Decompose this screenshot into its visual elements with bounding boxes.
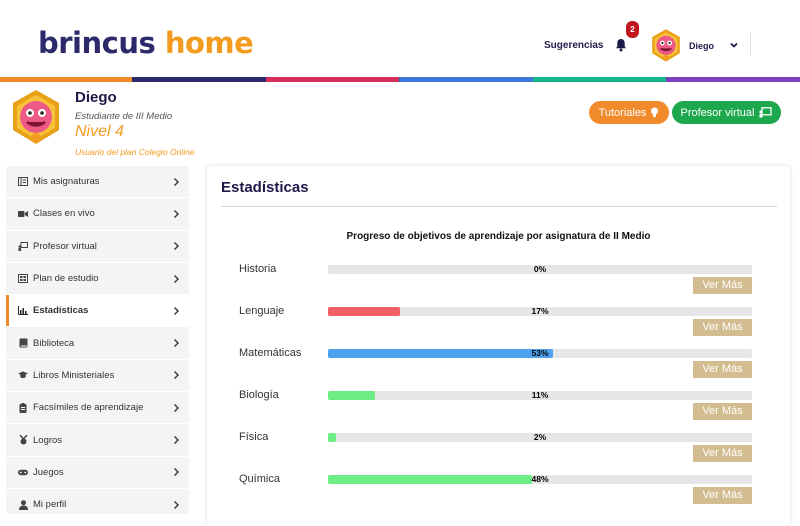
profile-avatar-icon (6, 88, 66, 148)
progress-track (328, 349, 752, 358)
tutorials-button[interactable] (589, 101, 669, 124)
stripe-purple (666, 77, 800, 82)
sidebar-item-estadísticas[interactable] (6, 295, 189, 327)
sidebar-item-clases-en-vivo[interactable] (6, 198, 189, 230)
subject-row (207, 389, 790, 431)
sidebar-item-label: Libros Ministeriales (33, 369, 115, 381)
stripe-navy (132, 77, 266, 82)
clipboard-icon (18, 403, 28, 413)
sidebar-item-label: Juegos (33, 466, 64, 478)
progress-percent: 17% (531, 306, 549, 316)
teacher-board-icon (18, 241, 28, 251)
user-icon (18, 500, 28, 510)
logo-home: home (164, 26, 254, 60)
ver-mas-button[interactable]: Ver Más (693, 403, 752, 420)
subject-row (207, 347, 790, 389)
book-icon (18, 338, 28, 348)
chevron-right-icon (173, 436, 180, 445)
chevron-down-icon[interactable] (729, 40, 739, 50)
chevron-right-icon (173, 500, 180, 509)
progress-track (328, 265, 752, 274)
sidebar-item-label: Profesor virtual (33, 240, 97, 252)
chevron-right-icon (173, 306, 180, 315)
subject-label: Biología (239, 389, 279, 401)
virtual-teacher-label: Profesor virtual (680, 106, 755, 119)
statistics-card (207, 166, 790, 526)
color-stripe (0, 77, 800, 82)
subject-row (207, 431, 790, 473)
chevron-right-icon (173, 209, 180, 218)
sidebar-item-mis-asignaturas[interactable] (6, 166, 189, 198)
tutorials-label: Tutoriales (598, 106, 647, 119)
notification-count-badge: 2 (626, 21, 639, 38)
chevron-right-icon (173, 242, 180, 251)
bar-chart-icon (18, 306, 28, 316)
calendar-grid-icon (18, 274, 28, 284)
subject-label: Física (239, 431, 269, 443)
app-header (0, 0, 800, 77)
sidebar-item-biblioteca[interactable] (6, 327, 189, 359)
sidebar-item-label: Mi perfil (33, 499, 67, 511)
progress-percent: 48% (531, 474, 549, 484)
sidebar-item-logros[interactable] (6, 424, 189, 456)
sidebar-item-facsímiles-de-aprendizaje[interactable] (6, 392, 189, 424)
chevron-right-icon (173, 339, 180, 348)
gamepad-icon (18, 467, 28, 477)
progress-percent: 0% (533, 264, 547, 274)
book-list-icon (18, 177, 28, 187)
graduation-cap-icon (18, 370, 28, 380)
sidebar-item-juegos[interactable] (6, 457, 189, 489)
sidebar-item-plan-de-estudio[interactable] (6, 263, 189, 295)
header-divider (750, 32, 751, 56)
brincus-home-logo[interactable] (38, 26, 253, 60)
ver-mas-button[interactable]: Ver Más (693, 277, 752, 294)
progress-percent: 2% (533, 432, 547, 442)
stripe-blue (399, 77, 533, 82)
page-title: Estadísticas (221, 179, 309, 196)
progress-percent: 53% (531, 348, 549, 358)
profile-level: Nivel 4 (75, 123, 124, 140)
ver-mas-button[interactable]: Ver Más (693, 361, 752, 378)
virtual-teacher-button[interactable] (672, 101, 781, 124)
header-user-name[interactable]: Diego (689, 41, 715, 51)
sidebar-item-label: Estadísticas (33, 305, 89, 317)
subject-label: Matemáticas (239, 347, 302, 359)
stripe-pink (266, 77, 399, 82)
profile-plan: Usuario del plan Colegio Online (75, 147, 195, 157)
ver-mas-button[interactable]: Ver Más (693, 319, 752, 336)
subject-row (207, 305, 790, 347)
subject-label: Historia (239, 263, 277, 275)
title-divider (221, 206, 777, 207)
chevron-right-icon (173, 371, 180, 380)
sidebar-item-label: Logros (33, 434, 63, 446)
subject-row (207, 263, 790, 305)
chart-title: Progreso de objetivos de aprendizaje por asignatura de II Medio (346, 231, 651, 242)
teacher-board-icon (759, 107, 772, 118)
chevron-right-icon (173, 468, 180, 477)
profile-role: Estudiante de III Medio (75, 111, 173, 122)
logo-brincus: brincus (38, 26, 156, 60)
sidebar-item-mi-perfil[interactable] (6, 489, 189, 514)
chevron-right-icon (173, 177, 180, 186)
sidebar-item-label: Clases en vivo (33, 208, 95, 220)
progress-percent: 11% (531, 390, 549, 400)
profile-name: Diego (75, 89, 117, 106)
medal-icon (18, 435, 28, 445)
bell-icon[interactable] (614, 38, 628, 52)
chevron-right-icon (173, 403, 180, 412)
ver-mas-button[interactable]: Ver Más (693, 445, 752, 462)
sidebar-item-label: Biblioteca (33, 337, 75, 349)
subject-row (207, 473, 790, 515)
progress-track (328, 307, 752, 316)
avatar-badge-icon[interactable] (648, 28, 684, 64)
subject-label: Lenguaje (239, 305, 285, 317)
chevron-right-icon (173, 274, 180, 283)
stripe-orange (0, 77, 132, 82)
progress-track (328, 391, 752, 400)
suggestions-link[interactable]: Sugerencias (544, 40, 604, 51)
sidebar-item-label: Mis asignaturas (33, 176, 100, 188)
sidebar-item-libros-ministeriales[interactable] (6, 360, 189, 392)
sidebar-item-profesor-virtual[interactable] (6, 231, 189, 263)
sidebar-item-label: Facsímiles de aprendizaje (33, 402, 144, 414)
progress-track (328, 475, 752, 484)
ver-mas-button[interactable]: Ver Más (693, 487, 752, 504)
progress-track (328, 433, 752, 442)
subject-label: Química (239, 473, 280, 485)
sidebar-nav (6, 166, 189, 514)
stripe-green (533, 77, 666, 82)
sidebar-item-label: Plan de estudio (33, 273, 99, 285)
video-camera-icon (18, 209, 28, 219)
lightbulb-icon (650, 107, 659, 118)
